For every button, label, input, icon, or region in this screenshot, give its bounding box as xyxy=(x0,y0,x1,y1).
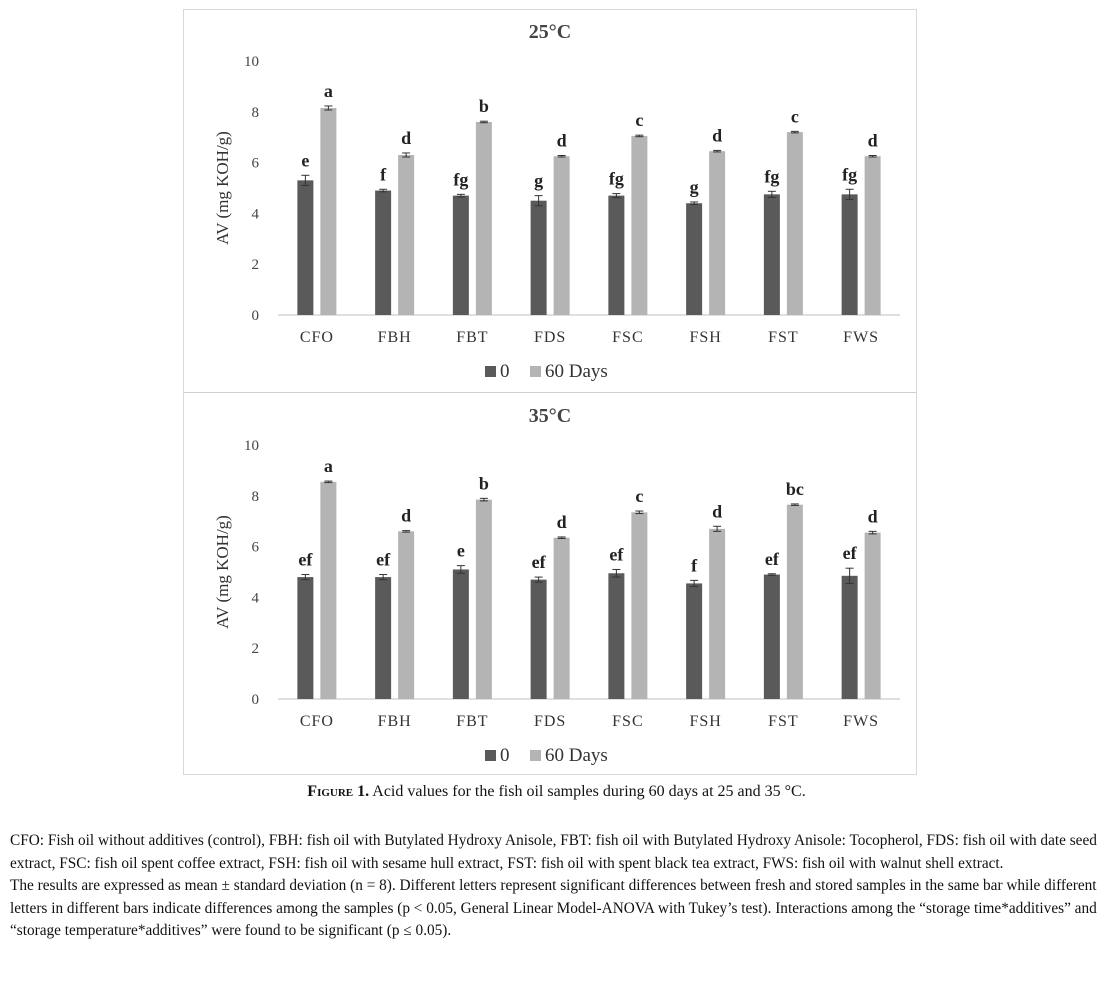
significance-letter: d xyxy=(401,127,412,148)
legend-label-day0: 0 xyxy=(500,745,510,766)
x-tick-label: CFO xyxy=(299,713,334,730)
significance-letter: b xyxy=(478,473,489,494)
bar-day60 xyxy=(865,156,881,315)
y-tick-label: 10 xyxy=(244,438,259,454)
legend-swatch-day0 xyxy=(485,750,496,761)
bar-day60 xyxy=(398,155,414,315)
chart-title: 35°C xyxy=(528,405,572,427)
legend-swatch-day60 xyxy=(530,750,541,761)
caption-text: Acid values for the fish oil samples during 60 days at 25 and 35 °C. xyxy=(372,783,806,800)
significance-letter: fg xyxy=(608,168,624,189)
caption-label: Figure 1. xyxy=(307,783,370,800)
y-tick-label: 8 xyxy=(251,488,259,505)
bar-day0 xyxy=(764,194,780,315)
significance-letter: d xyxy=(401,505,412,526)
bar-day0 xyxy=(842,194,858,315)
bar-day60 xyxy=(631,136,647,315)
y-axis-label: AV (mg KOH/g) xyxy=(213,515,232,629)
significance-letter: d xyxy=(867,130,878,151)
x-tick-label: FST xyxy=(768,329,799,346)
bar-day0 xyxy=(608,196,624,315)
significance-letter: e xyxy=(456,540,465,561)
significance-letter: ef xyxy=(842,543,857,564)
significance-letter: g xyxy=(534,170,544,191)
legend-label-day0: 0 xyxy=(500,361,510,382)
significance-letter: ef xyxy=(376,549,391,570)
significance-letter: c xyxy=(635,486,644,507)
x-tick-label: FSC xyxy=(612,713,644,730)
bar-day60 xyxy=(320,482,336,699)
bar-day0 xyxy=(842,576,858,699)
y-tick-label: 4 xyxy=(251,590,259,607)
y-tick-label: 2 xyxy=(251,257,259,274)
significance-letter: a xyxy=(323,80,333,101)
bar-day0 xyxy=(531,201,547,315)
bar-day0 xyxy=(686,583,702,699)
y-tick-label: 0 xyxy=(251,692,259,708)
bar-day0 xyxy=(608,573,624,699)
x-tick-label: CFO xyxy=(299,329,334,346)
bar-day60 xyxy=(787,505,803,699)
chart-25c xyxy=(183,9,917,392)
significance-letter: bc xyxy=(785,478,804,499)
legend-label-day60: 60 Days xyxy=(545,361,608,382)
x-tick-label: FWS xyxy=(843,713,880,730)
chart-35c xyxy=(183,393,917,775)
significance-letter: a xyxy=(323,456,333,477)
significance-letter: g xyxy=(689,176,699,197)
bar-day60 xyxy=(476,500,492,699)
y-tick-label: 8 xyxy=(251,104,259,121)
chart-title: 25°C xyxy=(528,21,572,43)
significance-letter: ef xyxy=(531,552,546,573)
y-tick-label: 6 xyxy=(251,155,259,172)
bar-day60 xyxy=(476,122,492,315)
x-tick-label: FSH xyxy=(689,713,722,730)
significance-letter: d xyxy=(712,125,723,146)
bar-day0 xyxy=(686,203,702,315)
x-tick-label: FDS xyxy=(533,713,567,730)
significance-letter: c xyxy=(635,110,644,131)
significance-letter: d xyxy=(556,511,567,532)
bar-day60 xyxy=(709,151,725,315)
significance-letter: fg xyxy=(453,169,469,190)
significance-letter: d xyxy=(867,506,878,527)
figure-caption xyxy=(0,782,1113,802)
bar-day0 xyxy=(375,577,391,699)
y-tick-label: 10 xyxy=(244,54,259,70)
bar-day0 xyxy=(297,180,313,315)
x-tick-label: FSH xyxy=(689,329,722,346)
bar-day60 xyxy=(398,531,414,699)
abbreviation-note: CFO: Fish oil without additives (control), FBH: fish oil with Butylated Hydroxy Anisole, FBT: fish oil with Butylated Hydroxy Anisole: Tocopherol, FDS: fish oil with date seed extract, FSC: fish oil spent coffee extract, FSH: fish oil with sesame hull extract, FST: fish oil with spent black tea extract, FWS: fish oil with walnut shell extract. xyxy=(10,832,1097,872)
legend-label-day60: 60 Days xyxy=(545,745,608,766)
statistics-note: The results are expressed as mean ± standard deviation (n = 8). Different letters represent significant differences between fresh and stored samples in the same bar while different letters in different bars indicate differences among the samples (p < 0.05, General Linear Model-ANOVA with Tukey’s test). Interactions among the “storage time*additives” and “storage temperature*additives” were found to be significant (p ≤ 0.05). xyxy=(10,877,1097,939)
bar-day60 xyxy=(865,533,881,699)
figure-notes xyxy=(10,830,1105,943)
bar-day60 xyxy=(554,538,570,699)
significance-letter: b xyxy=(478,96,489,117)
bar-day0 xyxy=(375,191,391,315)
significance-letter: fg xyxy=(842,164,858,185)
significance-letter: d xyxy=(712,501,723,522)
bar-day60 xyxy=(787,132,803,315)
significance-letter: ef xyxy=(298,549,313,570)
y-axis-label: AV (mg KOH/g) xyxy=(213,131,232,245)
bar-day0 xyxy=(453,569,469,699)
significance-letter: d xyxy=(556,130,567,151)
significance-letter: e xyxy=(301,150,310,171)
bar-day0 xyxy=(297,577,313,699)
bar-day60 xyxy=(631,512,647,699)
bar-day0 xyxy=(453,196,469,315)
y-tick-label: 4 xyxy=(251,206,259,223)
x-tick-label: FBH xyxy=(377,713,412,730)
x-tick-label: FBT xyxy=(456,713,489,730)
y-tick-label: 6 xyxy=(251,539,259,556)
x-tick-label: FDS xyxy=(533,329,567,346)
x-tick-label: FBH xyxy=(377,329,412,346)
legend-swatch-day0 xyxy=(485,366,496,377)
significance-letter: f xyxy=(380,164,387,185)
significance-letter: ef xyxy=(609,544,624,565)
significance-letter: c xyxy=(790,106,799,127)
significance-letter: ef xyxy=(764,548,779,569)
bar-day0 xyxy=(764,575,780,699)
significance-letter: fg xyxy=(764,166,780,187)
y-tick-label: 0 xyxy=(251,308,259,324)
x-tick-label: FST xyxy=(768,713,799,730)
bar-day60 xyxy=(554,156,570,315)
bar-day0 xyxy=(531,580,547,699)
bar-day60 xyxy=(709,529,725,699)
legend-swatch-day60 xyxy=(530,366,541,377)
bar-day60 xyxy=(320,108,336,315)
x-tick-label: FWS xyxy=(843,329,880,346)
x-tick-label: FSC xyxy=(612,329,644,346)
x-tick-label: FBT xyxy=(456,329,489,346)
y-tick-label: 2 xyxy=(251,641,259,658)
significance-letter: f xyxy=(691,555,698,576)
